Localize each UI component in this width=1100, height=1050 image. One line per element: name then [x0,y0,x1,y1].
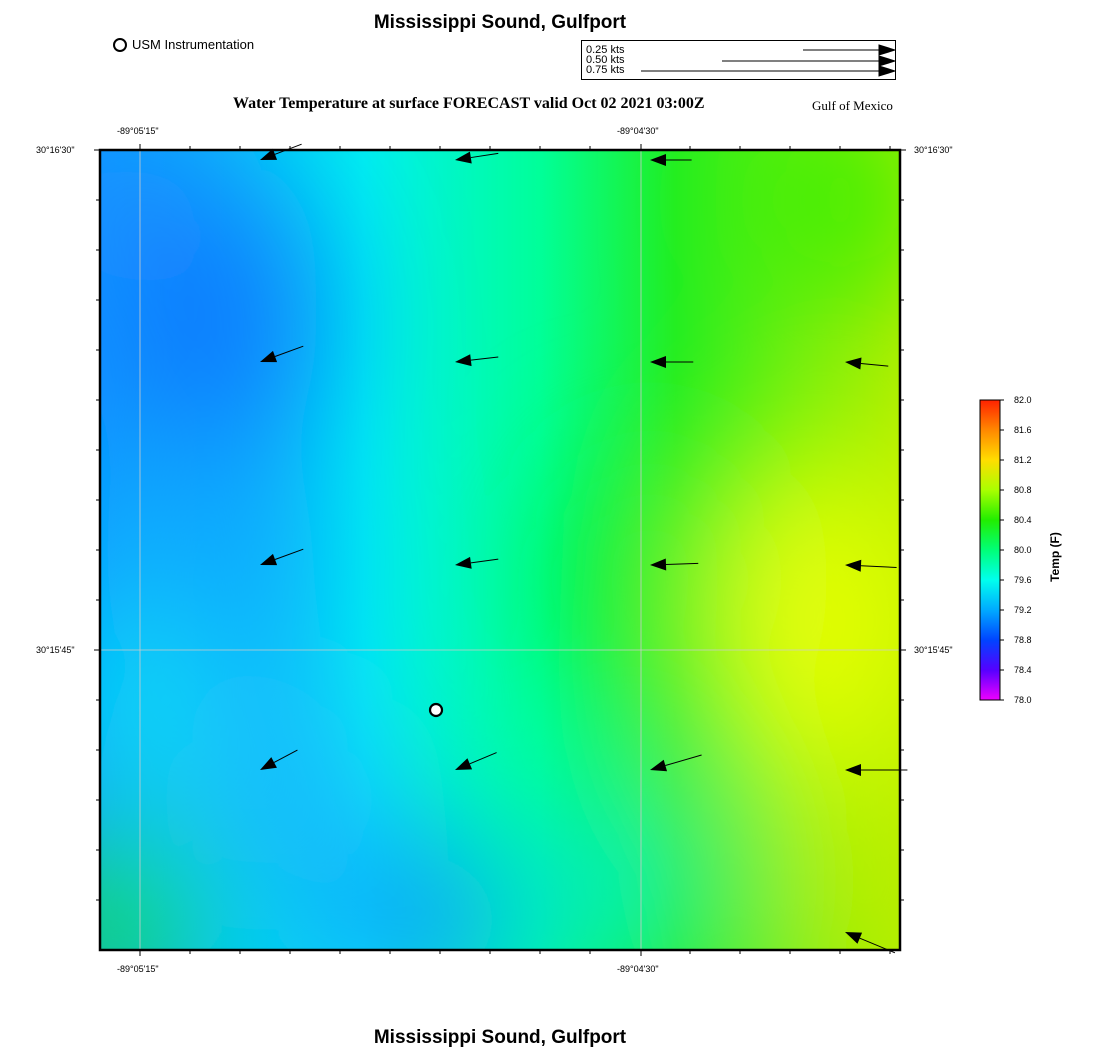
vector-legend-label: 0.25 kts [586,44,625,56]
colorbar-label: 79.6 [1014,575,1032,585]
vector-legend-label: 0.50 kts [586,54,625,66]
map-footer-title: Mississippi Sound, Gulfport [373,1027,627,1048]
colorbar-label: 79.2 [1014,605,1032,615]
temperature-field [20,110,960,1000]
lon-tick-label: -89°04'30" [617,964,659,974]
vector-legend-label: 0.75 kts [586,64,625,76]
lat-tick-label: 30°16'30" [914,145,953,155]
colorbar-label: 81.2 [1014,455,1032,465]
lon-tick-label: -89°04'30" [617,126,659,136]
lon-tick-label: -89°05'15" [117,964,159,974]
usm-station-marker[interactable] [430,704,442,716]
lon-tick-label: -89°05'15" [117,126,159,136]
lat-tick-label: 30°15'45" [36,645,75,655]
temperature-colorbar [980,400,1004,700]
lat-tick-label: 30°15'45" [914,645,953,655]
colorbar-label: 80.8 [1014,485,1032,495]
colorbar-label: 81.6 [1014,425,1032,435]
lat-tick-label: 30°16'30" [36,145,75,155]
colorbar-label: 78.0 [1014,695,1032,705]
colorbar-title: Temp (F) [1048,532,1062,582]
colorbar-label: 80.0 [1014,545,1032,555]
colorbar-label: 82.0 [1014,395,1032,405]
region-label: Gulf of Mexico [812,98,893,113]
colorbar-label: 78.4 [1014,665,1032,675]
map-subtitle: Water Temperature at surface FORECAST valid Oct 02 2021 03:00Z [233,95,705,112]
map-title: Mississippi Sound, Gulfport [373,12,627,33]
station-legend-label: USM Instrumentation [132,37,255,52]
colorbar-label: 78.8 [1014,635,1032,645]
colorbar-label: 80.4 [1014,515,1032,525]
